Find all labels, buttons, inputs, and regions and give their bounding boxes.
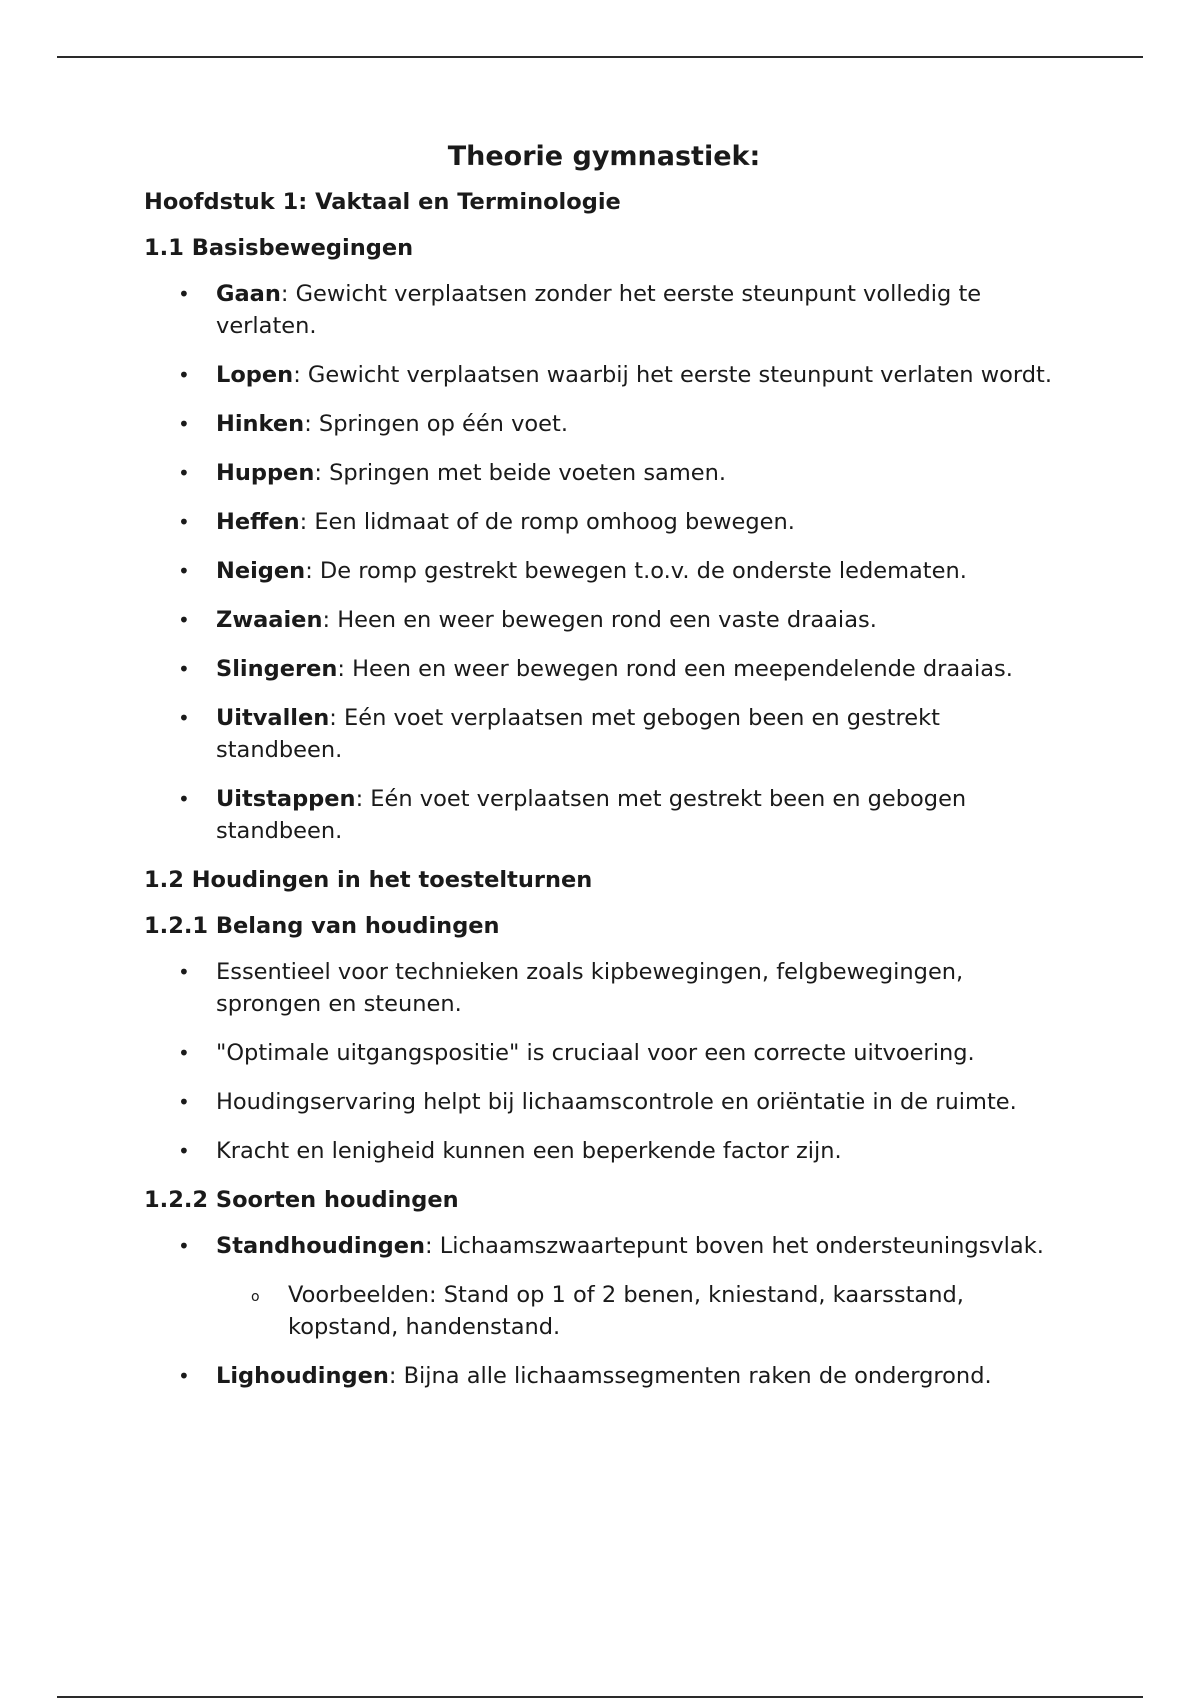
term: Zwaaien: [216, 607, 323, 633]
definition: : Bijna alle lichaamssegmenten raken de ondergrond.: [388, 1363, 992, 1389]
term: Uitstappen: [216, 786, 356, 812]
term: Huppen: [216, 460, 315, 486]
definition: : Springen met beide voeten samen.: [314, 460, 727, 486]
section-heading-1-2-1: 1.2.1 Belang van houdingen: [144, 913, 500, 939]
list-item: [144, 506, 1064, 538]
list-item: [144, 457, 1064, 489]
term: Lighoudingen: [216, 1363, 389, 1389]
definition: : Heen en weer bewegen rond een vaste draaias.: [322, 607, 877, 633]
definition: : Eén voet verplaatsen met gebogen been en gestrekt standbeen.: [216, 705, 940, 763]
list-item: • Kracht en lenigheid kunnen een beperkende factor zijn.: [144, 1135, 1064, 1167]
definition: : Heen en weer bewegen rond een meependelende draaias.: [337, 656, 1013, 682]
sub-list: [216, 1279, 1064, 1343]
list-item: [144, 408, 1064, 440]
document-title: Theorie gymnastiek:: [447, 141, 761, 172]
sub-list-item: o Voorbeelden: Stand op 1 of 2 benen, kniestand, kaarsstand, kopstand, handenstand.: [216, 1279, 1064, 1343]
list-item: • Houdingservaring helpt bij lichaamscontrole en oriëntatie in de ruimte.: [144, 1086, 1064, 1118]
document-body: [144, 140, 1064, 1409]
header-rule: [57, 56, 1143, 58]
definition: : Een lidmaat of de romp omhoog bewegen.: [299, 509, 795, 535]
definition: : Gewicht verplaatsen waarbij het eerste steunpunt verlaten wordt.: [293, 362, 1052, 388]
list-item: [144, 359, 1064, 391]
definition: : Springen op één voet.: [304, 411, 568, 437]
footer-rule: [57, 1696, 1143, 1698]
belang-list: [144, 956, 1064, 1167]
list-item: [144, 702, 1064, 766]
definition: : Lichaamszwaartepunt boven het ondersteuningsvlak.: [424, 1233, 1044, 1259]
section-heading-1-1: 1.1 Basisbewegingen: [144, 235, 414, 261]
basisbewegingen-list: [144, 278, 1064, 847]
list-item: [144, 1360, 1064, 1392]
list-item: [144, 1230, 1064, 1343]
list-item: [144, 653, 1064, 685]
definition: : Eén voet verplaatsen met gestrekt been en gebogen standbeen.: [216, 786, 967, 844]
list-item: • Essentieel voor technieken zoals kipbewegingen, felgbewegingen, sprongen en steunen.: [144, 956, 1064, 1020]
term: Standhoudingen: [216, 1233, 425, 1259]
chapter-heading: Hoofdstuk 1: Vaktaal en Terminologie: [144, 189, 621, 215]
definition: : De romp gestrekt bewegen t.o.v. de onderste ledematen.: [305, 558, 967, 584]
term: Lopen: [216, 362, 294, 388]
term: Gaan: [216, 281, 281, 307]
list-item: [144, 278, 1064, 342]
section-heading-1-2-2: 1.2.2 Soorten houdingen: [144, 1187, 459, 1213]
soorten-list: [144, 1230, 1064, 1392]
term: Slingeren: [216, 656, 338, 682]
term: Uitvallen: [216, 705, 330, 731]
list-item: [144, 604, 1064, 636]
list-item: [144, 555, 1064, 587]
term: Heffen: [216, 509, 300, 535]
definition: : Gewicht verplaatsen zonder het eerste steunpunt volledig te verlaten.: [216, 281, 982, 339]
term: Hinken: [216, 411, 305, 437]
term: Neigen: [216, 558, 306, 584]
section-heading-1-2: 1.2 Houdingen in het toestelturnen: [144, 867, 593, 893]
list-item: • "Optimale uitgangspositie" is cruciaal voor een correcte uitvoering.: [144, 1037, 1064, 1069]
list-item: [144, 783, 1064, 847]
